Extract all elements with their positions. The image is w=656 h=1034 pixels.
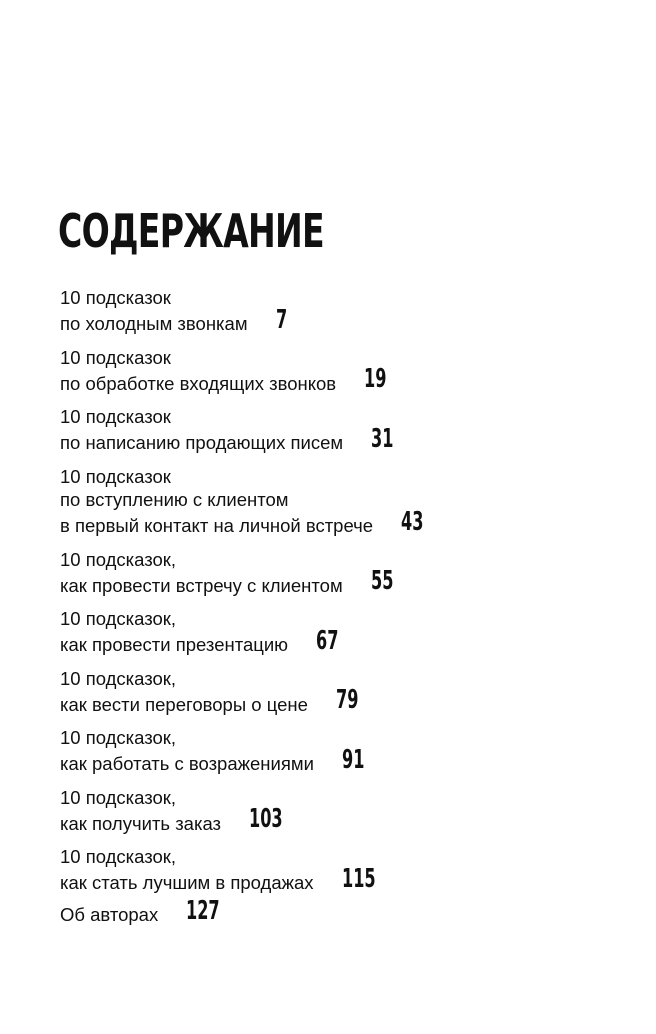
toc-entry — [60, 895, 620, 927]
toc-entry-line: как стать лучшим в продажах — [60, 872, 314, 893]
toc-page-number: 79 — [335, 685, 359, 715]
toc-page-number: 55 — [370, 566, 394, 596]
toc-page-number: 19 — [364, 364, 387, 394]
toc-entry-line: 10 подсказок, — [60, 548, 177, 570]
toc-page-number: 127 — [186, 895, 220, 926]
toc-entry-line: 10 подсказок — [60, 346, 171, 368]
toc-entry-line: 10 подсказок — [60, 465, 171, 487]
toc-entry — [60, 845, 620, 895]
toc-page-number: 43 — [401, 506, 424, 537]
toc-entry — [60, 465, 620, 538]
toc-entry-line: 10 подсказок, — [60, 727, 177, 748]
toc-entry-line: по написанию продающих писем — [60, 432, 344, 453]
toc-entry — [60, 548, 620, 598]
page-title: СОДЕРЖАНИЕ — [58, 204, 324, 258]
toc-page-number: 31 — [371, 423, 394, 454]
toc-page-number: 103 — [249, 804, 283, 834]
table-of-contents — [60, 286, 620, 937]
toc-entry-line: как работать с возражениями — [60, 753, 314, 774]
toc-entry-line: Об авторах — [60, 904, 159, 925]
toc-entry-line: как провести встречу с клиентом — [60, 574, 343, 596]
toc-entry — [60, 346, 620, 396]
toc-page-number: 67 — [316, 625, 339, 656]
toc-entry-line: 10 подсказок, — [60, 608, 177, 629]
toc-entry — [60, 667, 620, 717]
toc-entry-line: 10 подсказок, — [60, 667, 177, 689]
toc-entry-line: по обработке входящих звонков — [60, 372, 337, 394]
toc-entry-line: по холодным звонкам — [60, 313, 248, 334]
toc-entry — [60, 726, 620, 776]
toc-page-number: 91 — [341, 744, 365, 775]
toc-entry-line: как вести переговоры о цене — [60, 693, 308, 715]
toc-page-number: 115 — [341, 863, 376, 894]
toc-entry-line: в первый контакт на личной встрече — [60, 515, 374, 536]
toc-entry-line: 10 подсказок — [60, 287, 171, 308]
toc-page-number: 7 — [275, 304, 287, 335]
toc-entry-line: 10 подсказок, — [60, 846, 177, 867]
toc-entry-line: 10 подсказок — [60, 406, 171, 427]
toc-entry — [60, 607, 620, 657]
toc-entry — [60, 405, 620, 455]
toc-entry-line: как получить заказ — [60, 812, 222, 834]
toc-entry-line: по вступлению с клиентом — [60, 489, 289, 510]
toc-entry — [60, 286, 620, 336]
toc-entry-line: 10 подсказок, — [60, 786, 177, 808]
toc-entry — [60, 786, 620, 836]
toc-entry-line: как провести презентацию — [60, 634, 289, 655]
